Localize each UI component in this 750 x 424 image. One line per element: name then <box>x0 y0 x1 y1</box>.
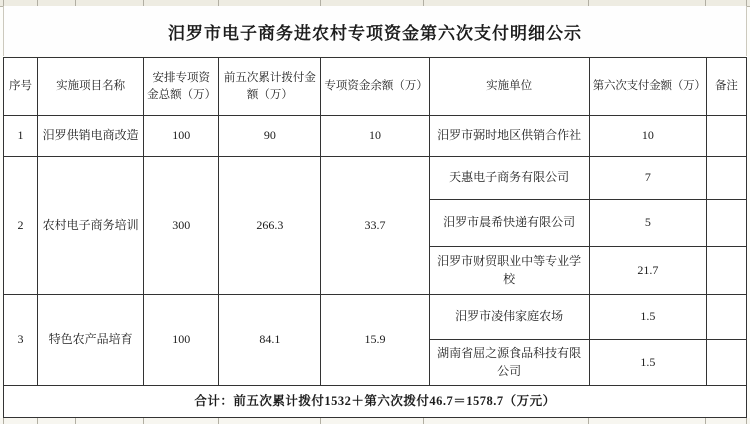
cell-balance: 10 <box>321 116 429 157</box>
cell-amount: 1.5 <box>589 340 706 386</box>
cell-amount: 21.7 <box>589 247 706 295</box>
gridline-tick <box>588 418 589 424</box>
gridline-tick <box>218 418 219 424</box>
cell-amount: 1.5 <box>589 295 706 340</box>
cell-balance: 33.7 <box>321 157 429 295</box>
cell-remark <box>706 295 746 340</box>
table-row <box>4 116 747 157</box>
header-row <box>4 58 747 116</box>
header-balance: 专项资金余额（万） <box>321 58 429 116</box>
table-row <box>4 157 747 200</box>
cell-total: 100 <box>144 116 219 157</box>
gridline-tick <box>37 418 38 424</box>
cell-prev-five: 266.3 <box>219 157 321 295</box>
cell-unit: 汨罗市弼时地区供销合作社 <box>429 116 589 157</box>
cell-unit: 汨罗市财贸职业中等专业学校 <box>429 247 589 295</box>
table-body <box>4 116 747 386</box>
cell-amount: 10 <box>589 116 706 157</box>
header-sixth-amount: 第六次支付金额（万） <box>589 58 706 116</box>
header-unit: 实施单位 <box>429 58 589 116</box>
cell-total: 100 <box>144 295 219 386</box>
total-text: 合计：前五次累计拨付1532＋第六次拨付46.7＝1578.7（万元） <box>4 386 747 418</box>
cell-seq: 2 <box>4 157 38 295</box>
header-remark: 备注 <box>706 58 746 116</box>
cell-prev-five: 90 <box>219 116 321 157</box>
header-project-name: 实施项目名称 <box>38 58 144 116</box>
cell-prev-five: 84.1 <box>219 295 321 386</box>
gridline-tick <box>320 418 321 424</box>
total-row <box>4 386 747 418</box>
header-prev-five: 前五次累计拨付金额（万） <box>219 58 321 116</box>
header-seq: 序号 <box>4 58 38 116</box>
cell-project-name: 汨罗供销电商改造 <box>38 116 144 157</box>
cell-remark <box>706 116 746 157</box>
gridline-tick <box>3 418 4 424</box>
cell-remark <box>706 340 746 386</box>
cell-remark <box>706 157 746 200</box>
header-total: 安排专项资金总额（万） <box>144 58 219 116</box>
gridline-tick <box>75 418 76 424</box>
cell-remark <box>706 200 746 247</box>
cell-amount: 5 <box>589 200 706 247</box>
cell-seq: 3 <box>4 295 38 386</box>
cell-project-name: 特色农产品培育 <box>38 295 144 386</box>
cell-remark <box>706 247 746 295</box>
table-row <box>4 295 747 340</box>
cell-unit: 汨罗市凌伟家庭农场 <box>429 295 589 340</box>
page-title: 汨罗市电子商务进农村专项资金第六次支付明细公示 <box>3 6 747 56</box>
gridline-tick <box>423 418 424 424</box>
cell-project-name: 农村电子商务培训 <box>38 157 144 295</box>
gridline-tick <box>143 418 144 424</box>
sheet-gridline-strip-bottom <box>0 418 750 424</box>
cell-unit: 汨罗市晨希快递有限公司 <box>429 200 589 247</box>
cell-total: 300 <box>144 157 219 295</box>
payment-detail-table <box>3 57 747 418</box>
cell-balance: 15.9 <box>321 295 429 386</box>
cell-amount: 7 <box>589 157 706 200</box>
cell-unit: 湖南省屈之源食品科技有限公司 <box>429 340 589 386</box>
gridline-tick <box>746 418 747 424</box>
gridline-tick <box>705 418 706 424</box>
cell-seq: 1 <box>4 116 38 157</box>
cell-unit: 天惠电子商务有限公司 <box>429 157 589 200</box>
